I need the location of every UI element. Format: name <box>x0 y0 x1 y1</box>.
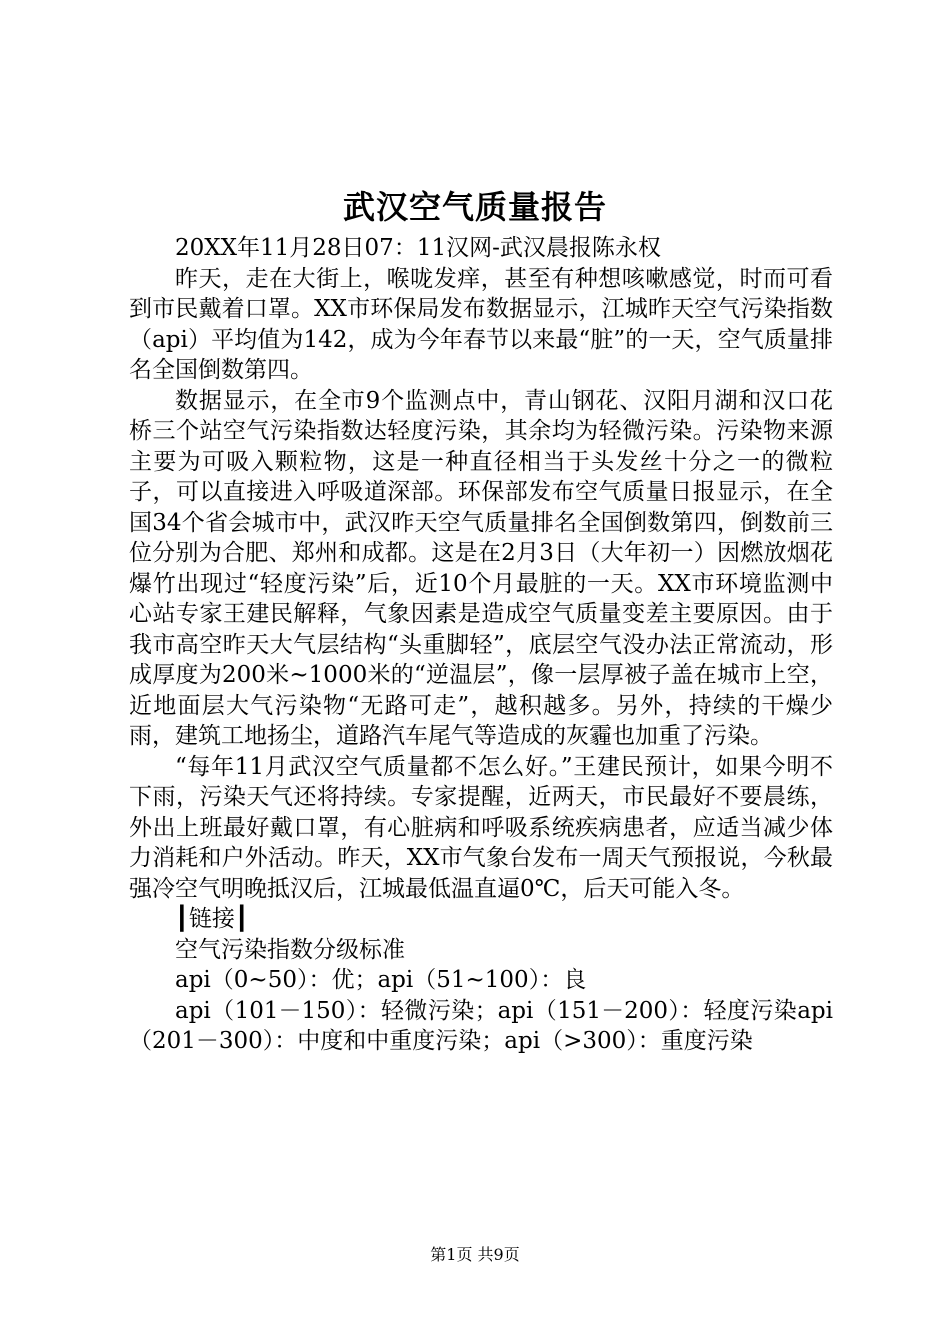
document-title: 武汉空气质量报告 <box>342 188 607 226</box>
paragraph: “每年11月武汉空气质量都不怎么好。”王建民预计，如果今明不下雨，污染天气还将持续。专家提醒，近两天，市民最好不要晨练，外出上班最好戴口罩，有心脏病和呼吸系统疾病患者，应适当减少体力消耗和户外活动。昨天，XX市气象台发布一周天气预报说，今秋最强冷空气明晚抵汉后，江城最低温直逼0℃，后天可能入冬。 <box>129 753 833 902</box>
standard-heading: 空气污染指数分级标准 <box>175 936 405 963</box>
byline: 20XX年11月28日07：11汉网-武汉晨报陈永权 <box>175 235 661 261</box>
document-body <box>129 233 833 1057</box>
link-heading: ┃链接┃ <box>175 906 249 932</box>
paragraph: 昨天，走在大街上，喉咙发痒，甚至有种想咳嗽感觉，时而可看到市民戴着口罩。XX市环保局发布数据显示，江城昨天空气污染指数（api）平均值为142，成为今年春节以来最“脏”的一天，空气质量排名全国倒数第四。 <box>129 265 833 383</box>
standard-line: api（0~50）：优；api（51~100）：良 <box>175 967 587 993</box>
paragraph: 数据显示，在全市9个监测点中，青山钢花、汉阳月湖和汉口花桥三个站空气污染指数达轻度污染，其余均为轻微污染。污染物来源主要为可吸入颗粒物，这是一种直径相当于头发丝十分之一的微粒子，可以直接进入呼吸道深部。环保部发布空气质量日报显示，在全国34个省会城市中，武汉昨天空气质量排名全国倒数第四，倒数前三位分别为合肥、郑州和成都。这是在2月3日（大年初一）因燃放烟花爆竹出现过“轻度污染”后，近10个月最脏的一天。XX市环境监测中心站专家王建民解释，气象因素是造成空气质量变差主要原因。由于我市高空昨天大气层结构“头重脚轻”，底层空气没办法正常流动，形成厚度为200米~1000米的“逆温层”，像一层厚被子盖在城市上空，近地面层大气污染物“无路可走”，越积越多。另外，持续的干燥少雨，建筑工地扬尘，道路汽车尾气等造成的灰霾也加重了污染。 <box>129 387 833 749</box>
standard-line: api（101－150）：轻微污染；api（151－200）：轻度污染api（201－300）：中度和中重度污染；api（>300）：重度污染 <box>129 997 833 1054</box>
page-number-footer: 第1页 共9页 <box>430 1245 520 1264</box>
